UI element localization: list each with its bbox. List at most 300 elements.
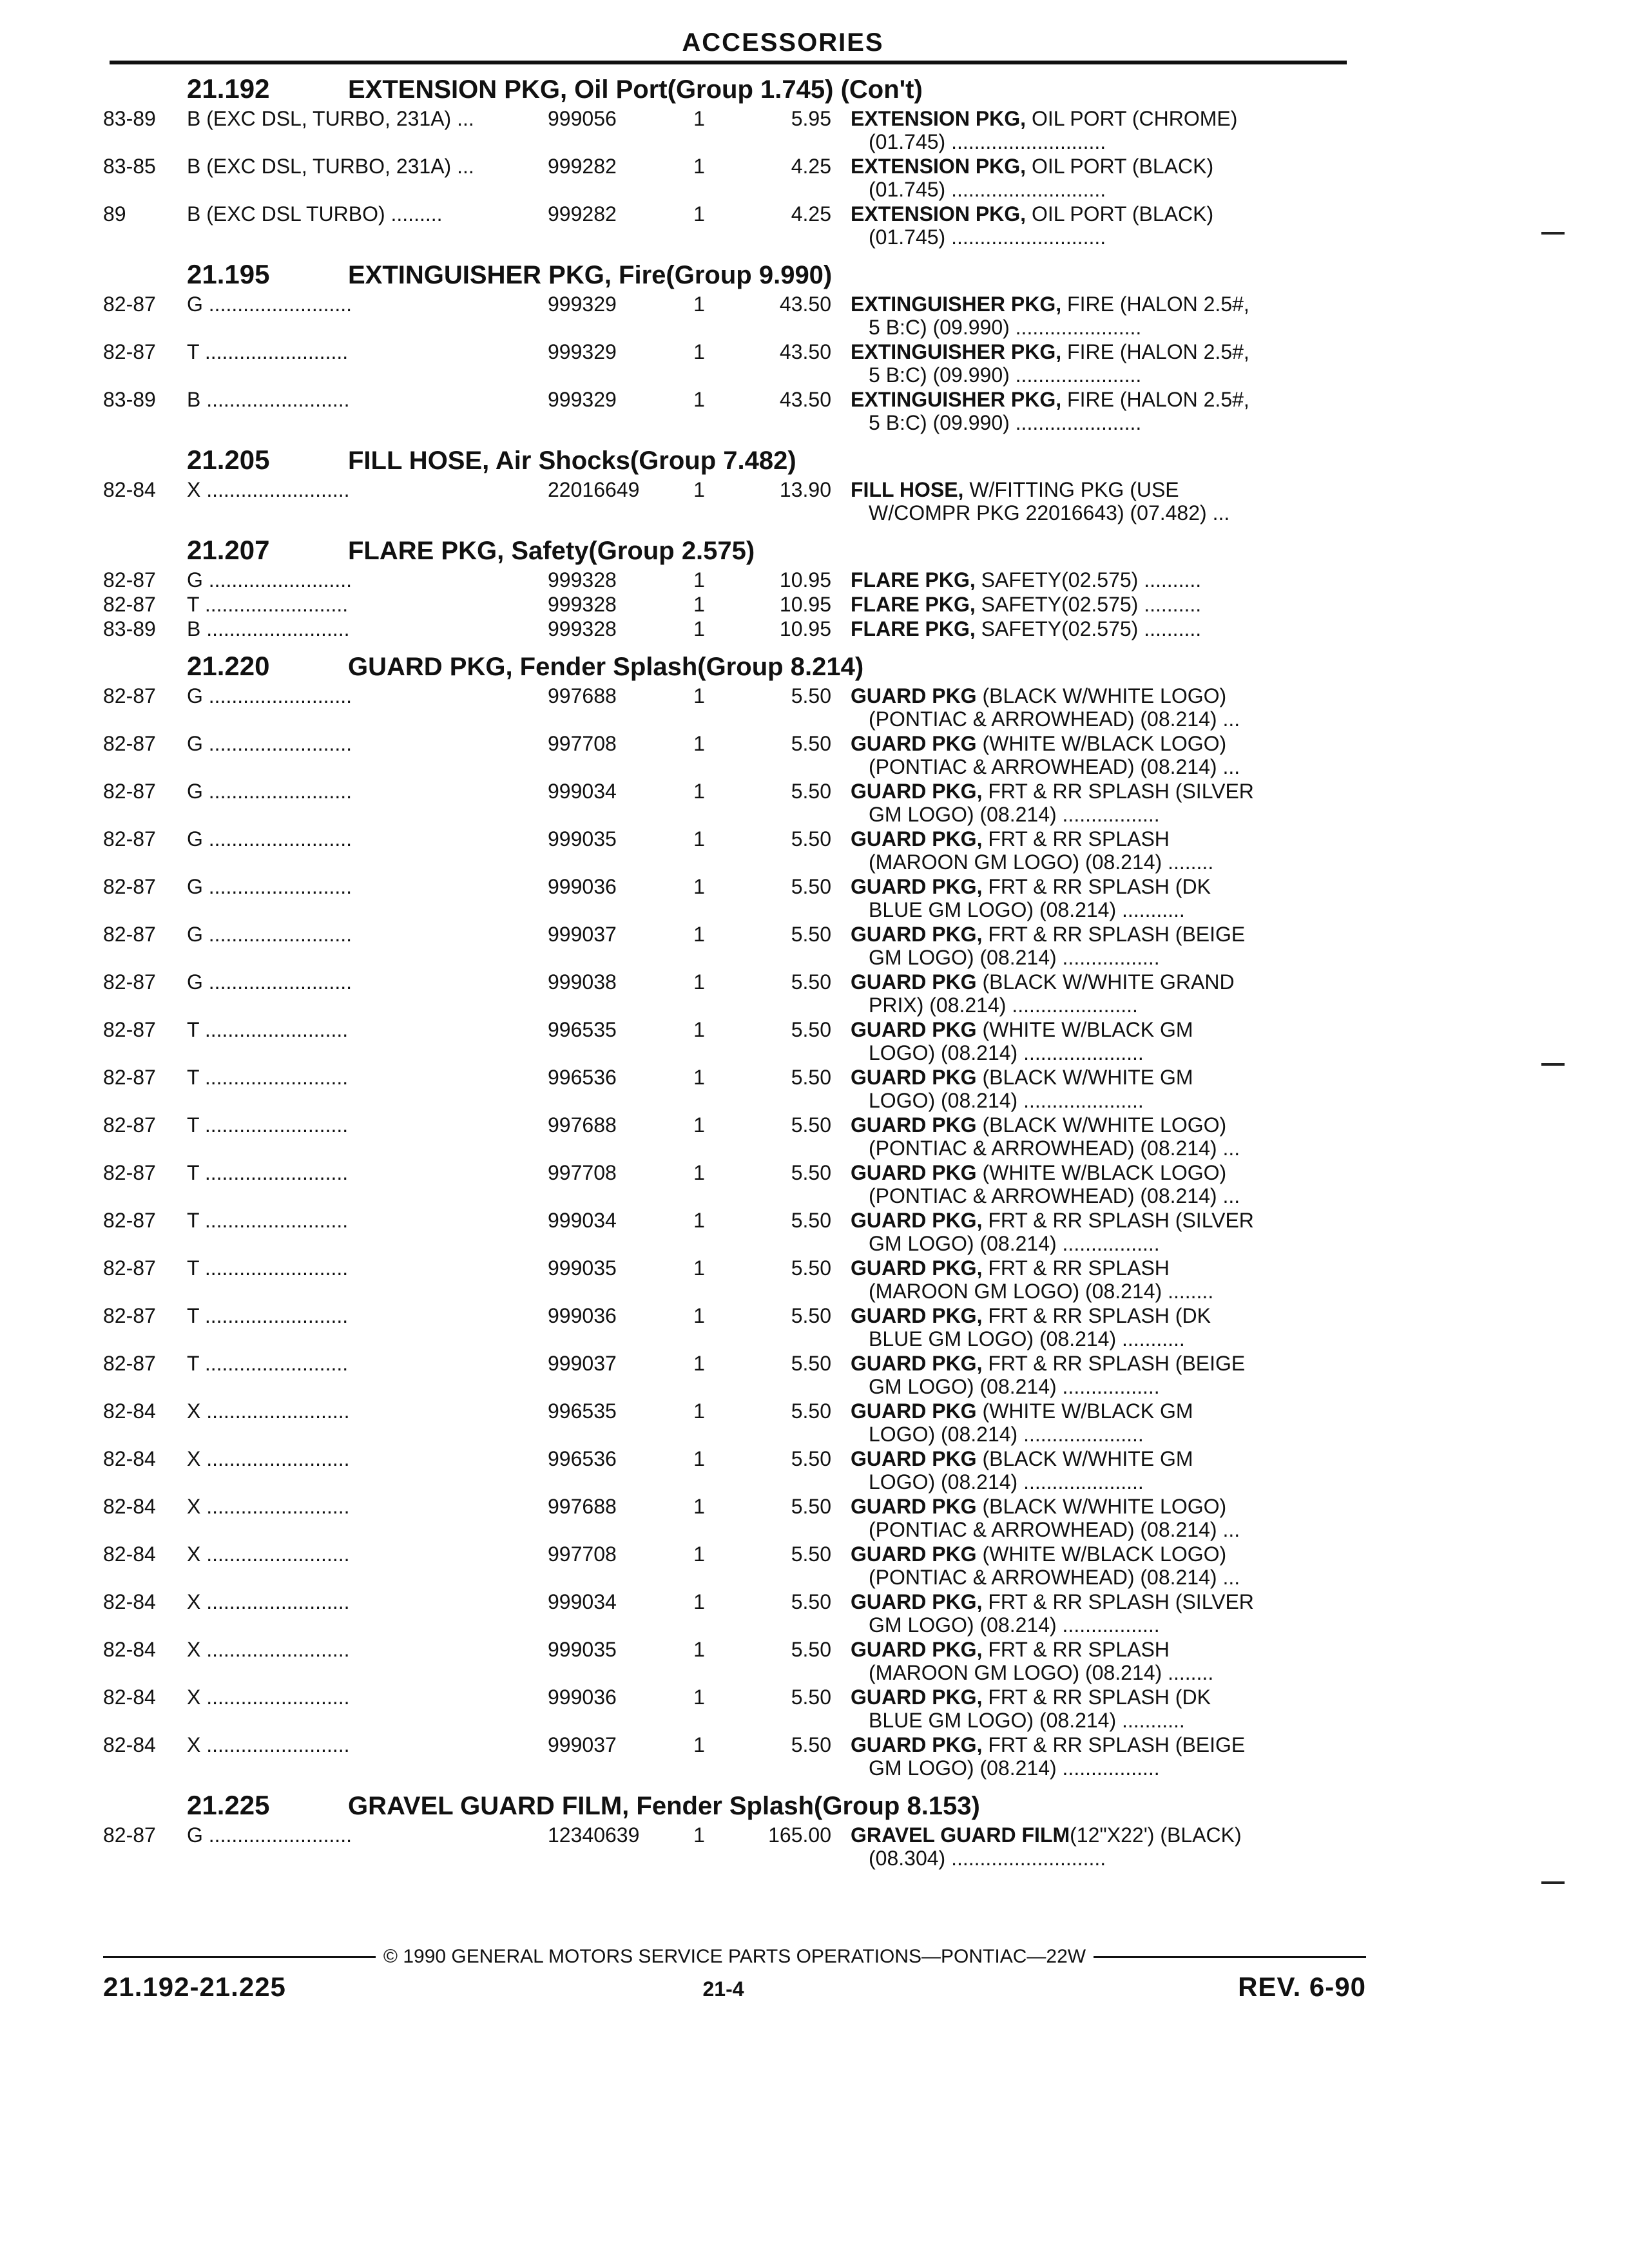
model-years: 82-87 bbox=[103, 970, 156, 994]
table-row bbox=[103, 923, 1366, 970]
series-code: T ......................... bbox=[187, 1018, 349, 1041]
series-code: T ......................... bbox=[187, 593, 349, 616]
description-detail: (WHITE W/BLACK LOGO) bbox=[976, 732, 1227, 755]
table-row bbox=[103, 970, 1366, 1018]
model-years: 83-89 bbox=[103, 388, 156, 411]
table-row bbox=[103, 1733, 1366, 1781]
description bbox=[851, 1590, 1315, 1637]
table-row bbox=[103, 478, 1366, 526]
description-detail: FRT & RR SPLASH (BEIGE bbox=[982, 1352, 1246, 1375]
description-line bbox=[851, 1399, 1315, 1423]
description bbox=[851, 202, 1315, 249]
description-detail: (WHITE W/BLACK LOGO) bbox=[976, 1161, 1227, 1184]
price: 4.25 bbox=[791, 155, 831, 178]
part-number: 999036 bbox=[548, 875, 617, 898]
description bbox=[851, 732, 1315, 778]
part-number: 999034 bbox=[548, 780, 617, 803]
series-code: X ......................... bbox=[187, 1542, 350, 1566]
description-detail: FIRE (HALON 2.5#, bbox=[1061, 293, 1249, 316]
price: 5.50 bbox=[791, 1590, 831, 1613]
description bbox=[851, 1161, 1315, 1207]
description-detail: (WHITE W/BLACK LOGO) bbox=[976, 1542, 1227, 1566]
description-continuation: (PONTIAC & ARROWHEAD) (08.214) ... bbox=[869, 755, 1240, 778]
quantity: 1 bbox=[693, 923, 705, 946]
description-continuation: (MAROON GM LOGO) (08.214) ........ bbox=[869, 850, 1214, 874]
description-continuation: GM LOGO) (08.214) ................. bbox=[869, 1613, 1160, 1637]
price: 10.95 bbox=[779, 617, 831, 640]
description-name: GUARD PKG, bbox=[851, 875, 983, 898]
model-years: 82-84 bbox=[103, 1447, 156, 1470]
quantity: 1 bbox=[693, 568, 705, 591]
description-line bbox=[851, 1686, 1315, 1709]
part-number: 999329 bbox=[548, 293, 617, 316]
series-code: X ......................... bbox=[187, 1733, 350, 1756]
table-row bbox=[103, 1399, 1366, 1447]
description-continuation: (MAROON GM LOGO) (08.214) ........ bbox=[869, 1280, 1214, 1303]
description-line bbox=[851, 1304, 1315, 1327]
description-continuation: GM LOGO) (08.214) ................. bbox=[869, 1375, 1160, 1398]
series-code: B (EXC DSL TURBO) ......... bbox=[187, 202, 443, 226]
description-detail: FRT & RR SPLASH (SILVER bbox=[982, 1590, 1254, 1613]
table-row bbox=[103, 1018, 1366, 1066]
description-name: GUARD PKG, bbox=[851, 1209, 983, 1232]
quantity: 1 bbox=[693, 155, 705, 178]
description-continuation: (01.745) ........................... bbox=[869, 130, 1106, 153]
model-years: 83-89 bbox=[103, 617, 156, 640]
series-code: T ......................... bbox=[187, 1256, 349, 1280]
sections-container bbox=[103, 71, 1366, 1871]
quantity: 1 bbox=[693, 617, 705, 640]
model-years: 82-87 bbox=[103, 1113, 156, 1137]
part-number: 999034 bbox=[548, 1209, 617, 1232]
quantity: 1 bbox=[693, 1638, 705, 1661]
model-years: 82-87 bbox=[103, 780, 156, 803]
table-row bbox=[103, 1638, 1366, 1686]
quantity: 1 bbox=[693, 732, 705, 755]
series-code: X ......................... bbox=[187, 478, 350, 501]
part-number: 997708 bbox=[548, 1542, 617, 1566]
series-code: G ......................... bbox=[187, 1823, 352, 1847]
description-detail: (WHITE W/BLACK GM bbox=[976, 1018, 1193, 1041]
description-line bbox=[851, 617, 1315, 640]
price: 5.50 bbox=[791, 1686, 831, 1709]
table-row bbox=[103, 593, 1366, 617]
price: 5.50 bbox=[791, 1399, 831, 1423]
price: 10.95 bbox=[779, 568, 831, 591]
part-number: 996535 bbox=[548, 1399, 617, 1423]
description-name: GUARD PKG, bbox=[851, 1352, 983, 1375]
description-name: FILL HOSE, bbox=[851, 478, 964, 501]
price: 5.50 bbox=[791, 1352, 831, 1375]
quantity: 1 bbox=[693, 970, 705, 994]
table-row bbox=[103, 1304, 1366, 1352]
description-line bbox=[851, 107, 1315, 130]
description-detail: (BLACK W/WHITE LOGO) bbox=[976, 1113, 1227, 1137]
description bbox=[851, 478, 1315, 524]
description bbox=[851, 293, 1315, 339]
description-continuation: (08.304) ........................... bbox=[869, 1847, 1106, 1870]
quantity: 1 bbox=[693, 202, 705, 226]
model-years: 82-87 bbox=[103, 923, 156, 946]
model-years: 82-87 bbox=[103, 684, 156, 707]
description-name: GUARD PKG, bbox=[851, 923, 983, 946]
description-line bbox=[851, 1066, 1315, 1089]
table-row bbox=[103, 1542, 1366, 1590]
part-number: 12340639 bbox=[548, 1823, 640, 1847]
description bbox=[851, 923, 1315, 969]
description-detail: (WHITE W/BLACK GM bbox=[976, 1399, 1193, 1423]
series-code: X ......................... bbox=[187, 1495, 350, 1518]
price: 5.50 bbox=[791, 1638, 831, 1661]
description-name: GUARD PKG, bbox=[851, 1590, 983, 1613]
table-row bbox=[103, 388, 1366, 436]
series-code: T ......................... bbox=[187, 340, 349, 363]
model-years: 89 bbox=[103, 202, 126, 226]
quantity: 1 bbox=[693, 1256, 705, 1280]
description-detail: SAFETY(02.575) .......... bbox=[975, 593, 1202, 616]
series-code: B (EXC DSL, TURBO, 231A) ... bbox=[187, 107, 474, 130]
description-name: GUARD PKG bbox=[851, 1113, 977, 1137]
footer-rule-right bbox=[1094, 1956, 1366, 1958]
series-code: T ......................... bbox=[187, 1161, 349, 1184]
model-years: 82-87 bbox=[103, 1256, 156, 1280]
description-detail: (BLACK W/WHITE GM bbox=[976, 1447, 1193, 1470]
part-number: 999282 bbox=[548, 155, 617, 178]
description bbox=[851, 1733, 1315, 1780]
price: 5.50 bbox=[791, 1256, 831, 1280]
table-row bbox=[103, 780, 1366, 827]
part-number: 999036 bbox=[548, 1686, 617, 1709]
description bbox=[851, 1495, 1315, 1541]
part-number: 22016649 bbox=[548, 478, 640, 501]
section-title: EXTINGUISHER PKG, Fire(Group 9.990) bbox=[348, 261, 833, 289]
section-number: 21.192 bbox=[187, 73, 270, 104]
quantity: 1 bbox=[693, 593, 705, 616]
quantity: 1 bbox=[693, 780, 705, 803]
description bbox=[851, 684, 1315, 731]
table-row bbox=[103, 1113, 1366, 1161]
series-code: B ......................... bbox=[187, 617, 350, 640]
description-line bbox=[851, 684, 1315, 707]
footer-rule-left bbox=[103, 1956, 376, 1958]
description-continuation: GM LOGO) (08.214) ................. bbox=[869, 803, 1160, 826]
model-years: 82-84 bbox=[103, 1399, 156, 1423]
part-number: 996535 bbox=[548, 1018, 617, 1041]
description bbox=[851, 875, 1315, 921]
price: 5.95 bbox=[791, 107, 831, 130]
price: 165.00 bbox=[768, 1823, 831, 1847]
price: 43.50 bbox=[779, 293, 831, 316]
description-line bbox=[851, 1113, 1315, 1137]
description-line bbox=[851, 1209, 1315, 1232]
series-code: T ......................... bbox=[187, 1304, 349, 1327]
description-detail: FRT & RR SPLASH (SILVER bbox=[982, 1209, 1254, 1232]
description-continuation: GM LOGO) (08.214) ................. bbox=[869, 1232, 1160, 1255]
part-number: 999328 bbox=[548, 568, 617, 591]
price: 5.50 bbox=[791, 732, 831, 755]
quantity: 1 bbox=[693, 1590, 705, 1613]
series-code: G ......................... bbox=[187, 780, 352, 803]
margin-mark bbox=[1541, 1063, 1565, 1066]
description-continuation: W/COMPR PKG 22016643) (07.482) ... bbox=[869, 501, 1230, 524]
price: 5.50 bbox=[791, 780, 831, 803]
description bbox=[851, 617, 1315, 640]
description-name: GUARD PKG bbox=[851, 1447, 977, 1470]
margin-mark bbox=[1541, 232, 1565, 235]
model-years: 82-84 bbox=[103, 1638, 156, 1661]
table-row bbox=[103, 1495, 1366, 1542]
description bbox=[851, 970, 1315, 1017]
description-name: GUARD PKG bbox=[851, 1542, 977, 1566]
description-detail: SAFETY(02.575) .......... bbox=[975, 568, 1202, 591]
part-number: 999328 bbox=[548, 593, 617, 616]
series-code: X ......................... bbox=[187, 1447, 350, 1470]
quantity: 1 bbox=[693, 827, 705, 850]
price: 5.50 bbox=[791, 1304, 831, 1327]
part-number: 997688 bbox=[548, 1113, 617, 1137]
model-years: 82-87 bbox=[103, 568, 156, 591]
description-continuation: BLUE GM LOGO) (08.214) ........... bbox=[869, 1709, 1185, 1732]
series-code: X ......................... bbox=[187, 1399, 350, 1423]
description-name: GUARD PKG bbox=[851, 1495, 977, 1518]
series-code: T ......................... bbox=[187, 1209, 349, 1232]
table-row bbox=[103, 827, 1366, 875]
description-line bbox=[851, 780, 1315, 803]
section-title: GUARD PKG, Fender Splash(Group 8.214) bbox=[348, 653, 864, 681]
series-code: G ......................... bbox=[187, 293, 352, 316]
price: 5.50 bbox=[791, 970, 831, 994]
table-row bbox=[103, 293, 1366, 340]
description-detail: OIL PORT (CHROME) bbox=[1026, 107, 1238, 130]
description-detail: FRT & RR SPLASH bbox=[982, 1638, 1170, 1661]
price: 5.50 bbox=[791, 827, 831, 850]
part-number: 999037 bbox=[548, 1352, 617, 1375]
model-years: 82-87 bbox=[103, 1066, 156, 1089]
series-code: G ......................... bbox=[187, 875, 352, 898]
section-number: 21.220 bbox=[187, 651, 270, 681]
description bbox=[851, 827, 1315, 874]
description-line bbox=[851, 340, 1315, 363]
quantity: 1 bbox=[693, 1495, 705, 1518]
model-years: 82-87 bbox=[103, 1018, 156, 1041]
part-number: 999036 bbox=[548, 1304, 617, 1327]
description-name: GUARD PKG bbox=[851, 1161, 977, 1184]
section-number: 21.205 bbox=[187, 445, 270, 475]
model-years: 82-84 bbox=[103, 1733, 156, 1756]
description bbox=[851, 1686, 1315, 1732]
section-number: 21.225 bbox=[187, 1790, 270, 1820]
section-heading bbox=[103, 648, 1366, 684]
part-number: 999329 bbox=[548, 340, 617, 363]
table-row bbox=[103, 568, 1366, 593]
section-heading bbox=[103, 256, 1366, 293]
model-years: 83-89 bbox=[103, 107, 156, 130]
description-detail: (12"X22') (BLACK) bbox=[1070, 1823, 1242, 1847]
part-number: 999035 bbox=[548, 827, 617, 850]
model-years: 83-85 bbox=[103, 155, 156, 178]
series-code: G ......................... bbox=[187, 827, 352, 850]
description-line bbox=[851, 827, 1315, 850]
description-line bbox=[851, 1590, 1315, 1613]
description bbox=[851, 1352, 1315, 1398]
description-continuation: LOGO) (08.214) ..................... bbox=[869, 1089, 1144, 1112]
section-heading bbox=[103, 1787, 1366, 1823]
description-name: FLARE PKG, bbox=[851, 568, 976, 591]
description-continuation: PRIX) (08.214) ...................... bbox=[869, 994, 1138, 1017]
description-continuation: (PONTIAC & ARROWHEAD) (08.214) ... bbox=[869, 1137, 1240, 1160]
series-code: B ......................... bbox=[187, 388, 350, 411]
description-line bbox=[851, 1733, 1315, 1756]
description-name: EXTINGUISHER PKG, bbox=[851, 293, 1062, 316]
price: 5.50 bbox=[791, 1733, 831, 1756]
model-years: 82-87 bbox=[103, 827, 156, 850]
table-row bbox=[103, 107, 1366, 155]
description-line bbox=[851, 155, 1315, 178]
description-name: GUARD PKG bbox=[851, 1399, 977, 1423]
part-number: 999328 bbox=[548, 617, 617, 640]
description-name: EXTINGUISHER PKG, bbox=[851, 340, 1062, 363]
catalog-section bbox=[103, 71, 1366, 250]
description-name: GUARD PKG, bbox=[851, 1686, 983, 1709]
description-line bbox=[851, 1256, 1315, 1280]
table-row bbox=[103, 1823, 1366, 1871]
part-number: 996536 bbox=[548, 1447, 617, 1470]
table-row bbox=[103, 1209, 1366, 1256]
description bbox=[851, 1304, 1315, 1350]
model-years: 82-84 bbox=[103, 1686, 156, 1709]
section-title: EXTENSION PKG, Oil Port(Group 1.745) (Con't) bbox=[348, 75, 923, 104]
description-detail: (BLACK W/WHITE LOGO) bbox=[976, 1495, 1227, 1518]
description-continuation: 5 B:C) (09.990) ...................... bbox=[869, 411, 1142, 434]
description-detail: (BLACK W/WHITE GM bbox=[976, 1066, 1193, 1089]
description bbox=[851, 1256, 1315, 1303]
description-name: FLARE PKG, bbox=[851, 617, 976, 640]
description-line bbox=[851, 293, 1315, 316]
table-row bbox=[103, 1352, 1366, 1399]
price: 5.50 bbox=[791, 1209, 831, 1232]
description-detail: FRT & RR SPLASH bbox=[982, 1256, 1170, 1280]
description-line bbox=[851, 202, 1315, 226]
description-name: GUARD PKG, bbox=[851, 1304, 983, 1327]
description-detail: W/FITTING PKG (USE bbox=[963, 478, 1179, 501]
price: 5.50 bbox=[791, 1066, 831, 1089]
table-row bbox=[103, 1447, 1366, 1495]
price: 43.50 bbox=[779, 340, 831, 363]
price: 43.50 bbox=[779, 388, 831, 411]
description-continuation: LOGO) (08.214) ..................... bbox=[869, 1041, 1144, 1064]
description-name: EXTENSION PKG, bbox=[851, 202, 1027, 226]
series-code: T ......................... bbox=[187, 1066, 349, 1089]
description-name: GUARD PKG bbox=[851, 970, 977, 994]
catalog-section bbox=[103, 256, 1366, 436]
price: 5.50 bbox=[791, 684, 831, 707]
section-heading bbox=[103, 532, 1366, 568]
description-name: GUARD PKG, bbox=[851, 780, 983, 803]
description-name: EXTINGUISHER PKG, bbox=[851, 388, 1062, 411]
table-row bbox=[103, 875, 1366, 923]
quantity: 1 bbox=[693, 1209, 705, 1232]
quantity: 1 bbox=[693, 107, 705, 130]
section-heading bbox=[103, 71, 1366, 107]
catalog-section bbox=[103, 442, 1366, 526]
description-name: GRAVEL GUARD FILM bbox=[851, 1823, 1070, 1847]
price: 5.50 bbox=[791, 875, 831, 898]
description-line bbox=[851, 970, 1315, 994]
table-row bbox=[103, 1686, 1366, 1733]
description-line bbox=[851, 1542, 1315, 1566]
quantity: 1 bbox=[693, 1066, 705, 1089]
description-name: GUARD PKG, bbox=[851, 827, 983, 850]
quantity: 1 bbox=[693, 1399, 705, 1423]
table-row bbox=[103, 1590, 1366, 1638]
quantity: 1 bbox=[693, 293, 705, 316]
description-continuation: LOGO) (08.214) ..................... bbox=[869, 1423, 1144, 1446]
model-years: 82-87 bbox=[103, 340, 156, 363]
description-name: GUARD PKG bbox=[851, 684, 977, 707]
description bbox=[851, 1399, 1315, 1446]
description-line bbox=[851, 1495, 1315, 1518]
quantity: 1 bbox=[693, 340, 705, 363]
model-years: 82-87 bbox=[103, 1209, 156, 1232]
table-row bbox=[103, 732, 1366, 780]
price: 5.50 bbox=[791, 1447, 831, 1470]
series-code: G ......................... bbox=[187, 970, 352, 994]
copyright-text: © 1990 GENERAL MOTORS SERVICE PARTS OPERATIONS—PONTIAC—22W bbox=[383, 1946, 1086, 1967]
description-name: GUARD PKG bbox=[851, 1066, 977, 1089]
model-years: 82-87 bbox=[103, 1161, 156, 1184]
footer-bottom bbox=[103, 1972, 1366, 2003]
part-number: 996536 bbox=[548, 1066, 617, 1089]
table-row bbox=[103, 1161, 1366, 1209]
description bbox=[851, 1018, 1315, 1064]
description-continuation: GM LOGO) (08.214) ................. bbox=[869, 1756, 1160, 1780]
table-row bbox=[103, 617, 1366, 642]
description-detail: FRT & RR SPLASH (DK bbox=[982, 1686, 1211, 1709]
section-heading bbox=[103, 442, 1366, 478]
description-name: GUARD PKG, bbox=[851, 1638, 983, 1661]
description-name: EXTENSION PKG, bbox=[851, 155, 1027, 178]
header-rule bbox=[110, 61, 1347, 64]
quantity: 1 bbox=[693, 1686, 705, 1709]
description-name: FLARE PKG, bbox=[851, 593, 976, 616]
model-years: 82-84 bbox=[103, 1542, 156, 1566]
description bbox=[851, 593, 1315, 616]
description-continuation: 5 B:C) (09.990) ...................... bbox=[869, 363, 1142, 387]
description bbox=[851, 1209, 1315, 1255]
price: 5.50 bbox=[791, 923, 831, 946]
series-code: G ......................... bbox=[187, 684, 352, 707]
part-number: 999034 bbox=[548, 1590, 617, 1613]
description-line bbox=[851, 732, 1315, 755]
catalog-page bbox=[103, 26, 1366, 1871]
part-number: 999282 bbox=[548, 202, 617, 226]
description bbox=[851, 1638, 1315, 1684]
description-line bbox=[851, 1447, 1315, 1470]
description bbox=[851, 780, 1315, 826]
description-continuation: GM LOGO) (08.214) ................. bbox=[869, 946, 1160, 969]
margin-mark bbox=[1541, 1881, 1565, 1884]
model-years: 82-87 bbox=[103, 1823, 156, 1847]
description-detail: FRT & RR SPLASH (SILVER bbox=[982, 780, 1254, 803]
description-detail: OIL PORT (BLACK) bbox=[1026, 155, 1214, 178]
quantity: 1 bbox=[693, 1161, 705, 1184]
series-code: X ......................... bbox=[187, 1686, 350, 1709]
description-detail: FRT & RR SPLASH (DK bbox=[982, 875, 1211, 898]
series-code: G ......................... bbox=[187, 568, 352, 591]
page-title: ACCESSORIES bbox=[682, 28, 884, 57]
description-line bbox=[851, 478, 1315, 501]
description-line bbox=[851, 875, 1315, 898]
